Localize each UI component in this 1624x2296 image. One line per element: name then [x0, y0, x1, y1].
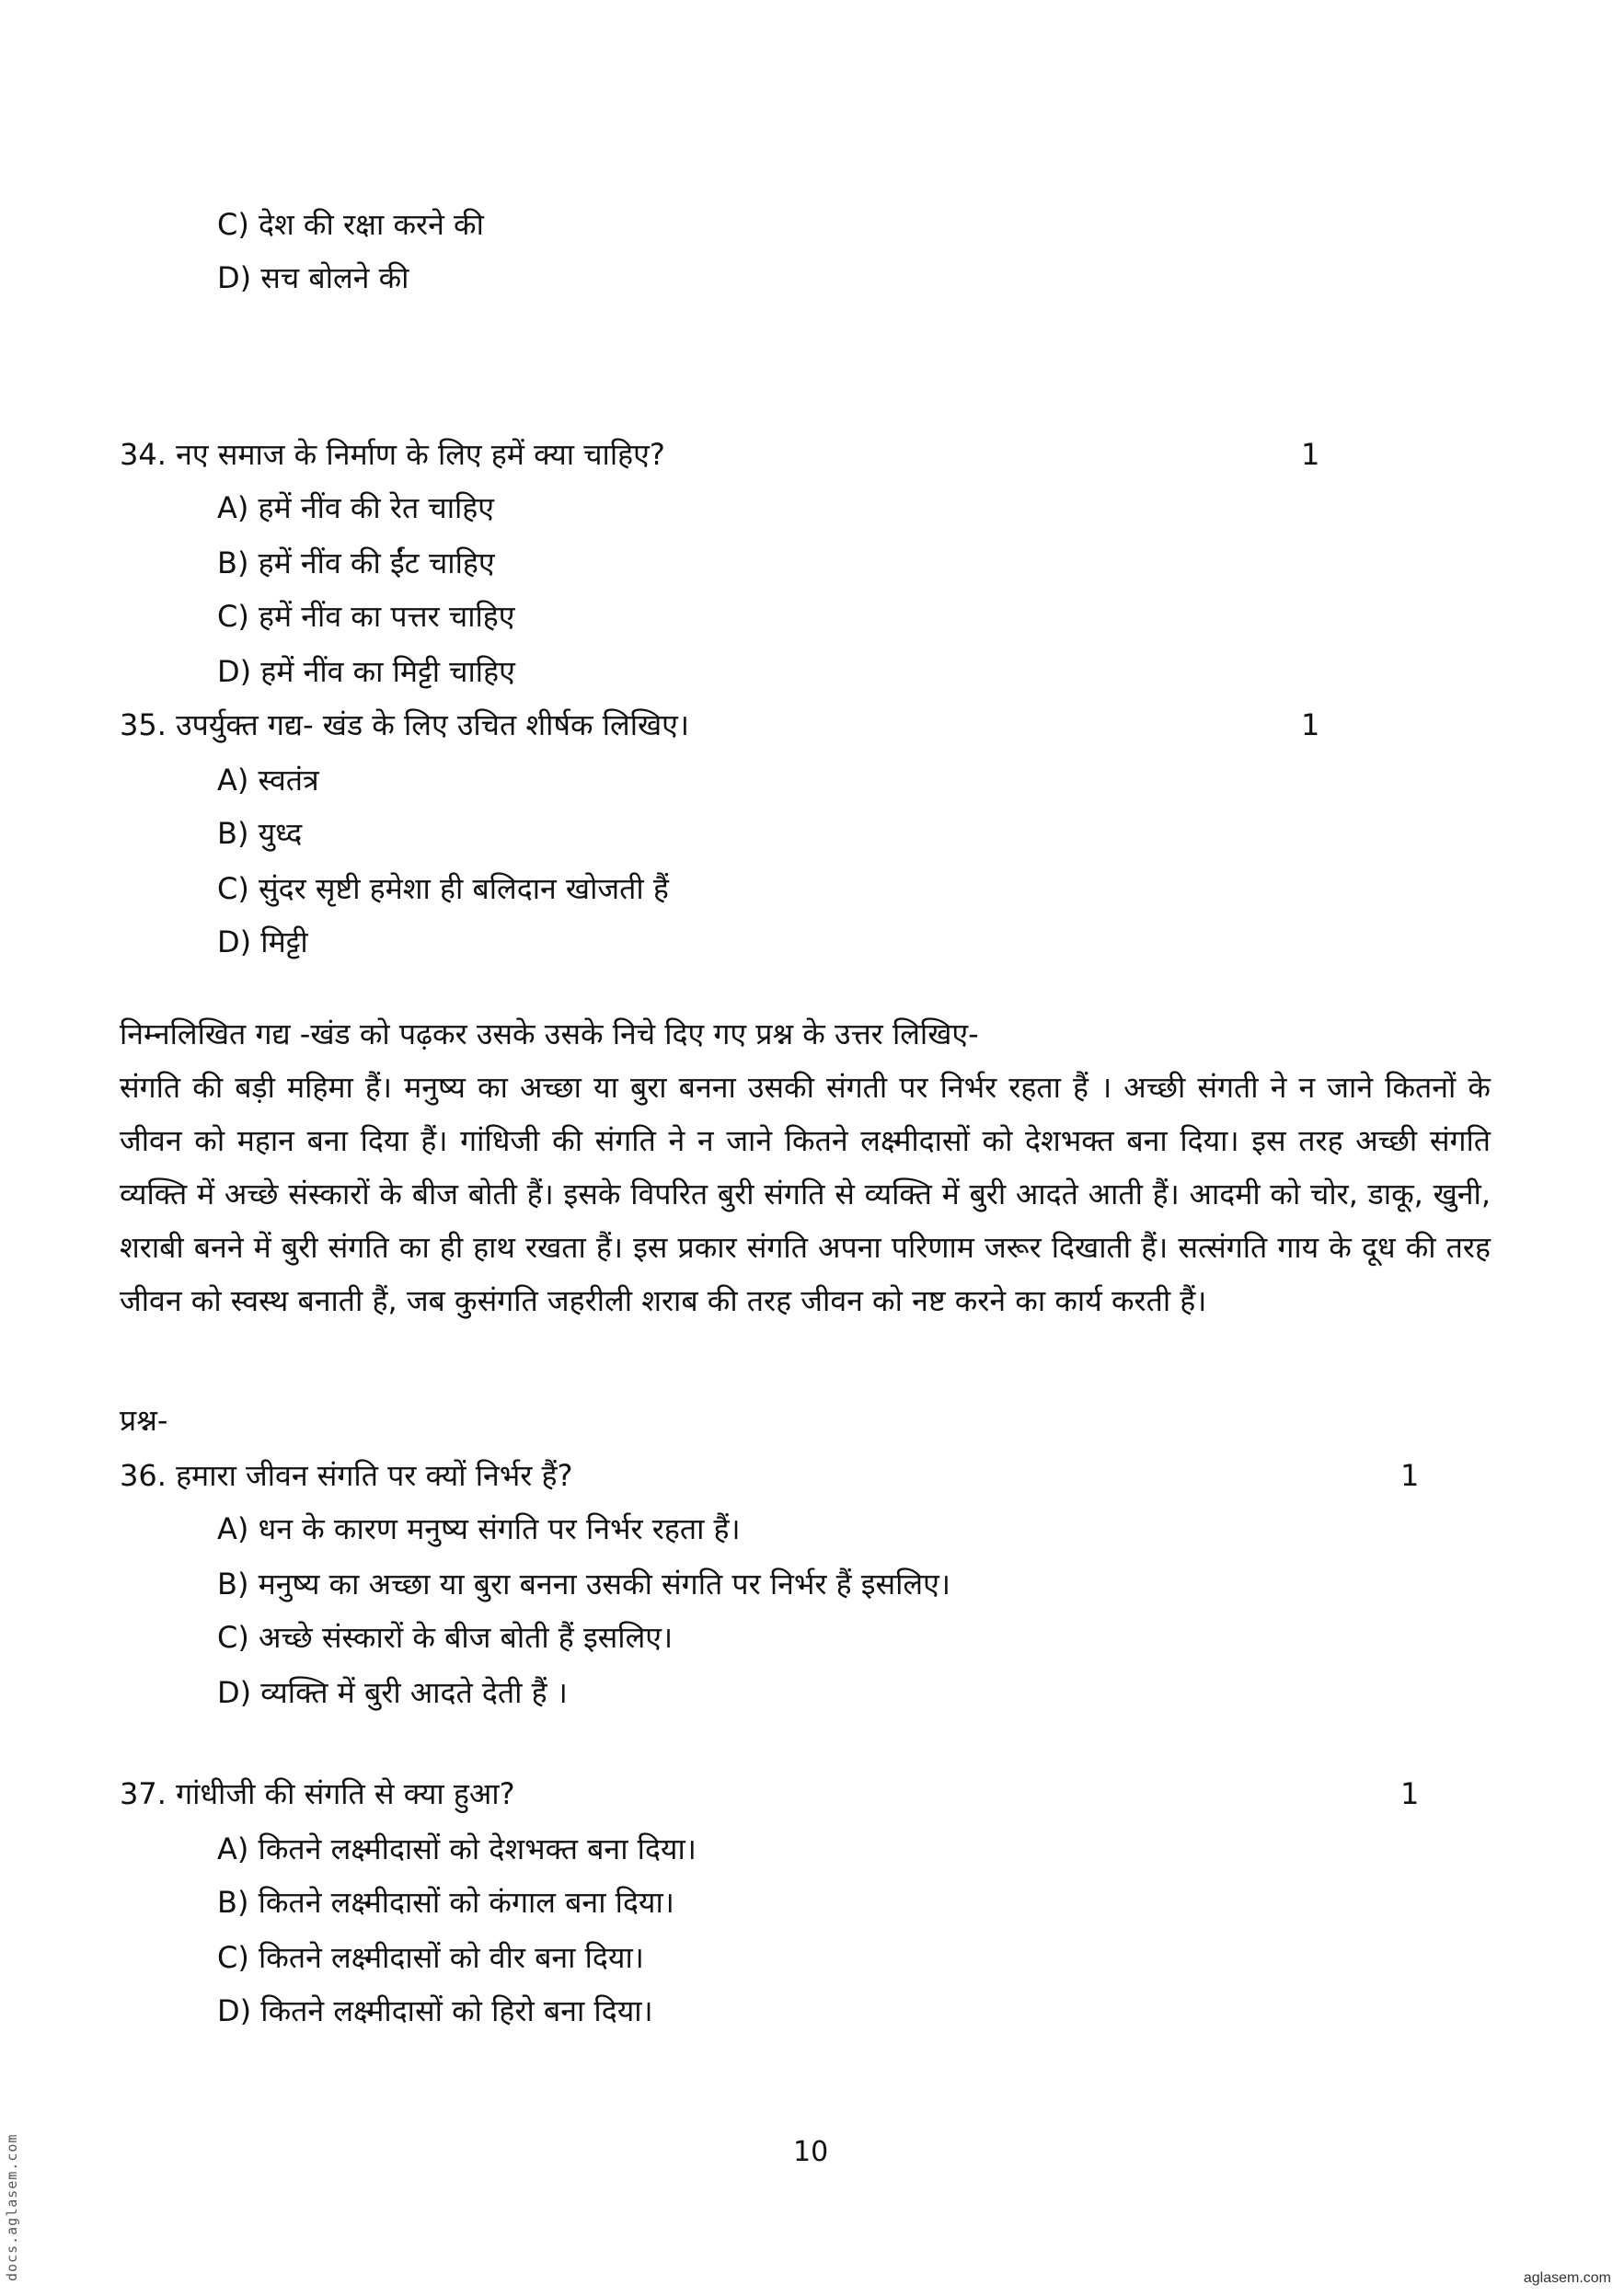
question-35-marks: 1	[1301, 707, 1320, 742]
passage-text: संगति की बड़ी महिमा हैं। मनुष्य का अच्छा या बुरा बनना उसकी संगती पर निर्भर रहता हैं । अच्छी संगती ने न जाने कितनों के जीवन को महान बना दिया हैं। गांधिजी की संगति ने न जाने कितने लक्ष्मीदासों को देशभक्त बना दिया। इस तरह अच्छी संगति व्यक्ति में अच्छे संस्कारों के बीज बोती हैं। इसके विपरित बुरी संगति से व्यक्ति में बुरी आदते आती हैं। आदमी को चोर, डाकू, खुनी, शराबी बनने में बुरी संगति का ही हाथ रखता हैं। इस प्रकार संगति अपना परिणाम जरूर दिखाती हैं। सत्संगति गाय के दूध की तरह जीवन को स्वस्थ बनाती हैं, जब कुसंगति जहरीली शराब की तरह जीवन को नष्ट करने का कार्य करती हैं।	[120, 1070, 1491, 1318]
q35-option-a: A) स्वतंत्र	[217, 763, 319, 798]
q34-option-a: A) हमें नींव की रेत चाहिए	[217, 490, 494, 525]
q34-option-c: C) हमें नींव का पत्तर चाहिए	[217, 599, 515, 634]
q36-option-a: A) धन के कारण मनुष्य संगति पर निर्भर रहता हैं।	[217, 1511, 741, 1546]
question-37-marks: 1	[1400, 1776, 1420, 1811]
q36-option-d: D) व्यक्ति में बुरी आदते देती हैं ।	[217, 1675, 568, 1710]
prev-option-c: C) देश की रक्षा करने की	[217, 207, 484, 242]
q34-option-b: B) हमें नींव की ईंट चाहिए	[217, 545, 495, 580]
q35-option-b: B) युध्द	[217, 816, 303, 851]
question-36-marks: 1	[1400, 1458, 1420, 1493]
brand-watermark: aglasem.com	[1523, 2270, 1611, 2286]
q37-option-d: D) कितने लक्ष्मीदासों को हिरो बना दिया।	[217, 1993, 653, 2028]
prev-option-d: D) सच बोलने की	[217, 260, 409, 295]
question-37: 37. गांधीजी की संगति से क्या हुआ?	[120, 1776, 515, 1811]
prashn-label: प्रश्न-	[120, 1403, 168, 1438]
q36-option-c: C) अच्छे संस्कारों के बीज बोती हैं इसलिए।	[217, 1620, 674, 1655]
passage-instruction: निम्नलिखित गद्य -खंड को पढ़कर उसके उसके निचे दिए गए प्रश्न के उत्तर लिखिए-	[120, 1016, 979, 1051]
question-35: 35. उपर्युक्त गद्य- खंड के लिए उचित शीर्षक लिखिए।	[120, 707, 689, 742]
q37-option-b: B) कितने लक्ष्मीदासों को कंगाल बना दिया।	[217, 1885, 674, 1920]
q37-option-a: A) कितने लक्ष्मीदासों को देशभक्त बना दिया।	[217, 1831, 697, 1866]
q36-option-b: B) मनुष्य का अच्छा या बुरा बनना उसकी संगति पर निर्भर हैं इसलिए।	[217, 1567, 950, 1601]
q37-option-c: C) कितने लक्ष्मीदासों को वीर बना दिया।	[217, 1940, 644, 1975]
question-34-marks: 1	[1301, 437, 1320, 472]
question-34: 34. नए समाज के निर्माण के लिए हमें क्या चाहिए?	[120, 437, 665, 472]
q35-option-d: D) मिट्टी	[217, 924, 308, 959]
page-number: 10	[793, 2136, 829, 2168]
q35-option-c: C) सुंदर सृष्टी हमेशा ही बलिदान खोजती हैं	[217, 871, 669, 906]
side-watermark: docs.aglasem.com	[4, 2133, 20, 2281]
q34-option-d: D) हमें नींव का मिट्टी चाहिए	[217, 654, 515, 689]
question-36: 36. हमारा जीवन संगति पर क्यों निर्भर हैं?	[120, 1458, 573, 1493]
